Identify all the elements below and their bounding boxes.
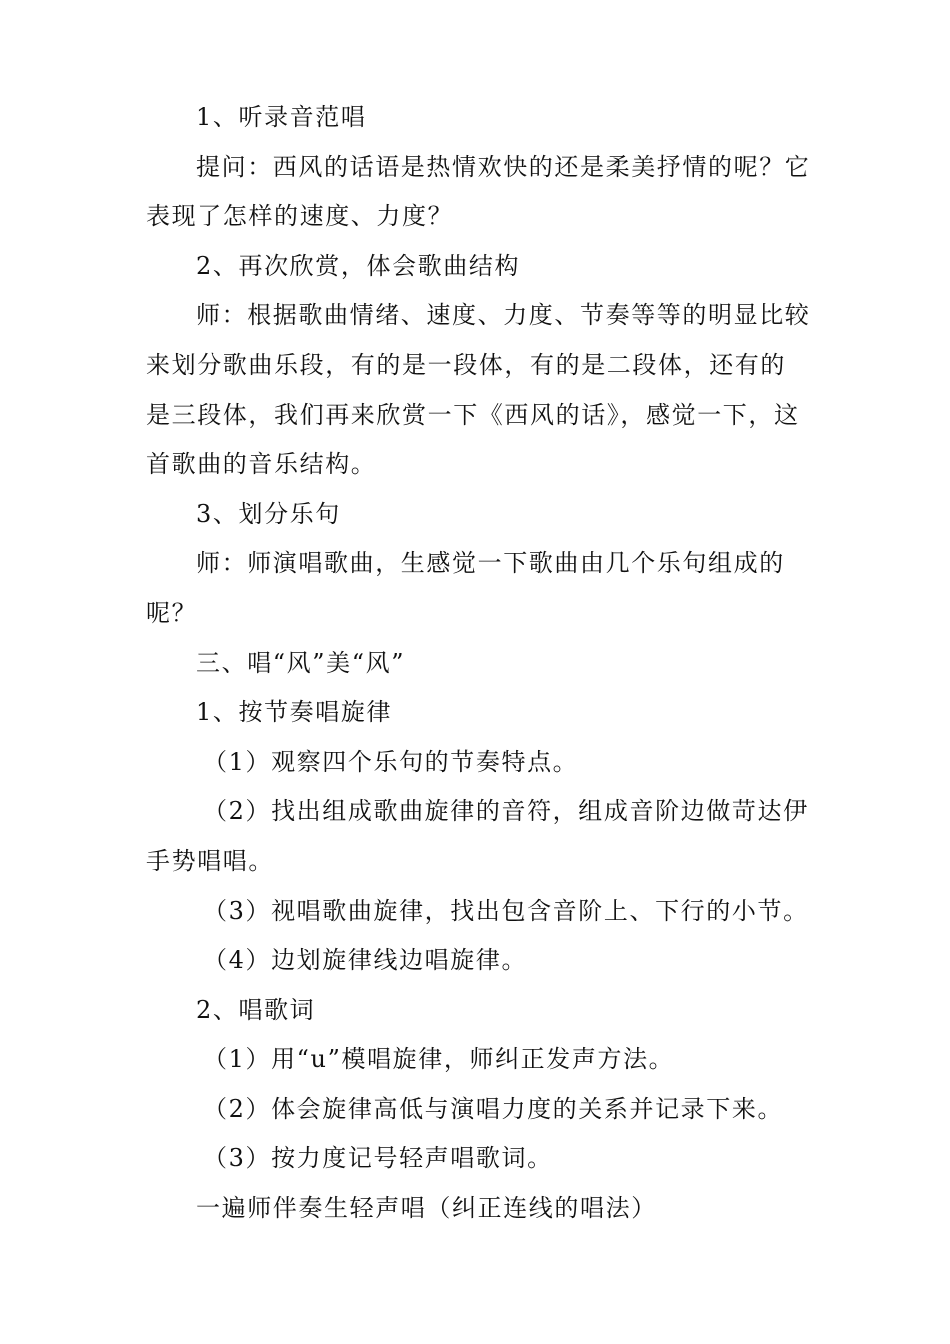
section-heading: 三、唱“风”美“风”	[196, 648, 406, 677]
paragraph: 3、划分乐句	[196, 499, 341, 528]
list-item: （1）用“u”模唱旋律，师纠正发声方法。	[203, 1045, 675, 1074]
paragraph: 2、再次欣赏，体会歌曲结构	[196, 251, 521, 280]
list-item: （3）按力度记号轻声唱歌词。	[203, 1144, 553, 1173]
list-item: （2）体会旋律高低与演唱力度的关系并记录下来。	[203, 1094, 784, 1123]
document-body	[146, 93, 811, 1234]
paragraph: 一遍师伴奏生轻声唱（纠正连线的唱法）	[196, 1194, 657, 1223]
list-item: （3）视唱歌曲旋律，找出包含音阶上、下行的小节。	[203, 896, 809, 925]
list-item: （2）找出组成歌曲旋律的音符，组成音阶边做苛达伊手势唱唱。	[146, 797, 809, 875]
paragraph: 1、听录音范唱	[196, 103, 367, 131]
paragraph: 提问：西风的话语是热情欢快的还是柔美抒情的呢？它表现了怎样的速度、力度？	[146, 152, 811, 231]
paragraph: 1、按节奏唱旋律	[196, 698, 393, 727]
list-item: （4）边划旋律线边唱旋律。	[203, 946, 528, 975]
paragraph: 师：师演唱歌曲，生感觉一下歌曲由几个乐句组成的呢？	[146, 549, 785, 627]
paragraph: 师：根据歌曲情绪、速度、力度、节奏等等的明显比较来划分歌曲乐段，有的是一段体，有的是二段体，还有的是三段体，我们再来欣赏一下《西风的话》，感觉一下，这首歌曲的音乐结构。	[146, 301, 811, 479]
list-item: （1）观察四个乐句的节奏特点。	[203, 747, 579, 776]
paragraph: 2、唱歌词	[196, 995, 316, 1024]
